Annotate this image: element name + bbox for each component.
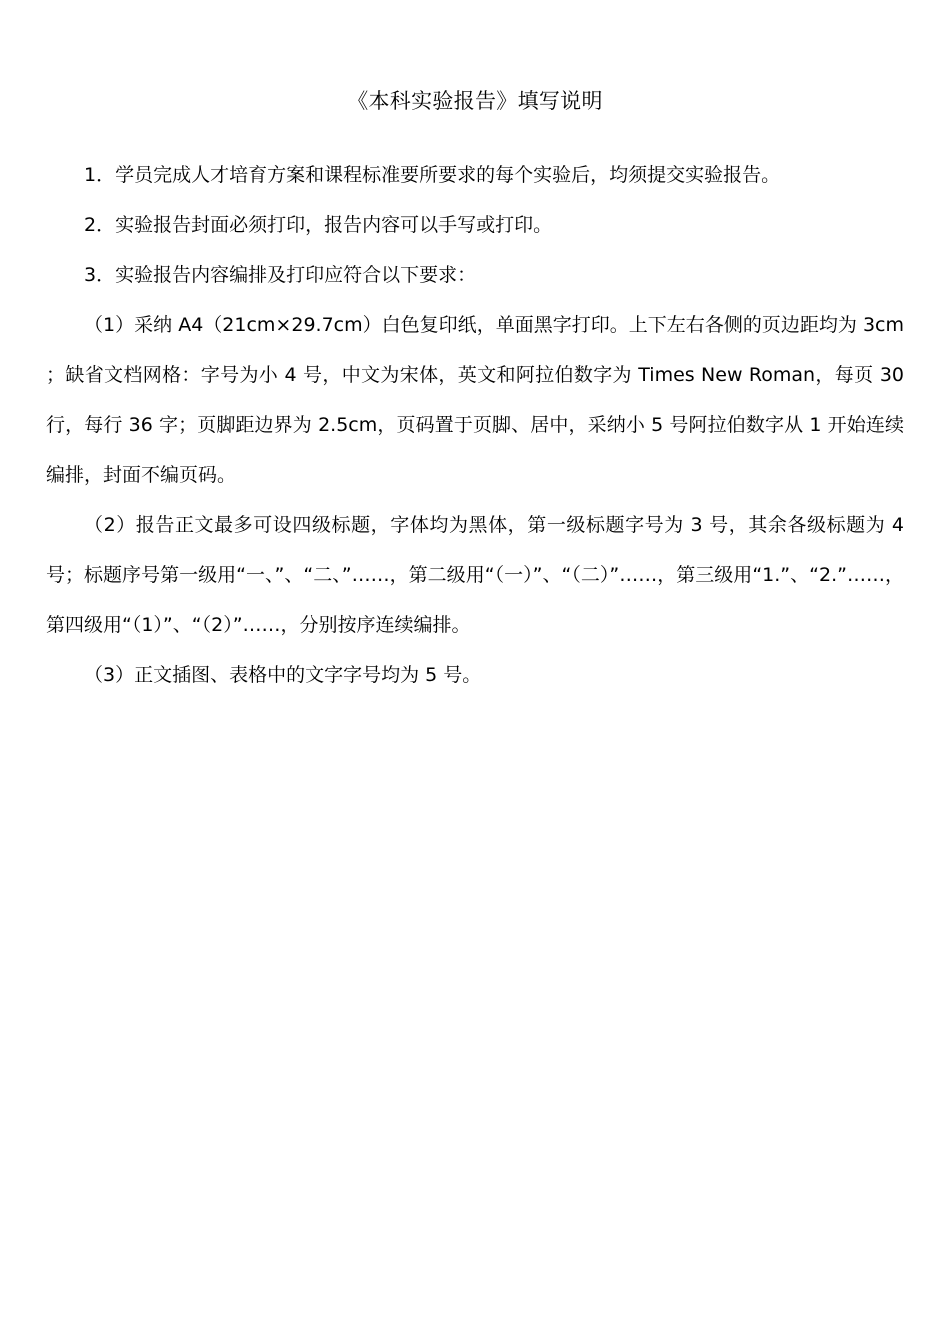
document-title: 《本科实验报告》填写说明 (347, 89, 603, 113)
paragraph-1: 1．学员完成人才培育方案和课程标准要所要求的每个实验后，均须提交实验报告。 (84, 164, 781, 186)
paragraph-3: 3．实验报告内容编排及打印应符合以下要求： (84, 264, 477, 286)
paragraph-3-3: （3）正文插图、表格中的文字字号均为 5 号。 (84, 664, 482, 686)
paragraph-2: 2．实验报告封面必须打印，报告内容可以手写或打印。 (84, 214, 553, 236)
paragraph-3-1: （1）采纳 A4（21cm×29.7cm）白色复印纸，单面黑字打印。上下左右各侧的页边距均为 3cm；缺省文档网格：字号为小 4 号，中文为宋体，英文和阿拉伯数字为 Times New Roman，每页 30 行，每行 36 字；页脚距边界为 2.5cm，页码置于页脚、居中，采纳小 5 号阿拉伯数字从 1 开始连续编排，封面不编页码。 (46, 314, 904, 486)
document-body (46, 150, 904, 700)
paragraph-3-2: （2）报告正文最多可设四级标题，字体均为黑体，第一级标题字号为 3 号，其余各级标题为 4 号；标题序号第一级用“一、”、“二、”……，第二级用“（一）”、“（二）”……，第三级用“1.”、“2.”……，第四级用“（1）”、“（2）”……，分别按序连续编排。 (46, 514, 904, 636)
